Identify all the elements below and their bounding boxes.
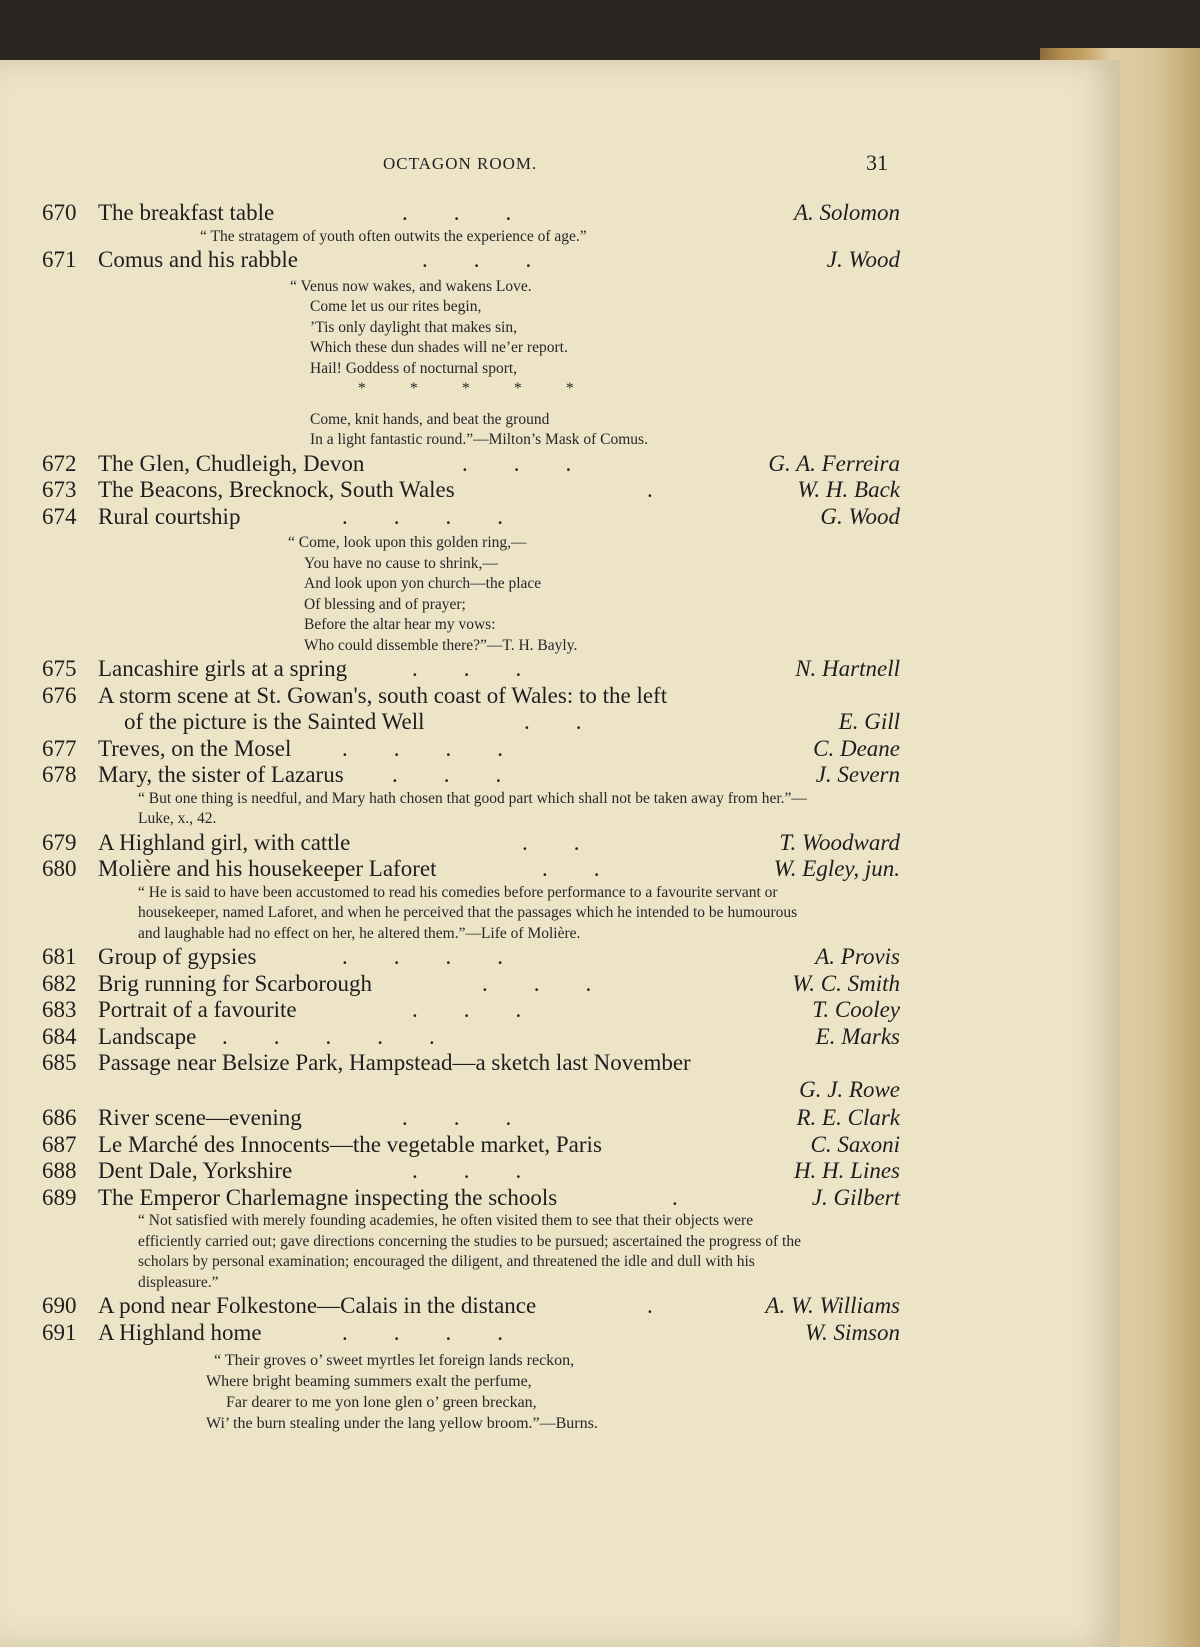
entry-title: Treves, on the Mosel bbox=[98, 735, 292, 761]
entry-number: 674 bbox=[42, 503, 77, 529]
verse-quote bbox=[42, 277, 900, 451]
entry-title: Passage near Belsize Park, Hampstead—a sketch last November bbox=[98, 1050, 691, 1075]
entry-number: 690 bbox=[42, 1293, 77, 1318]
entry-title: Rural courtship bbox=[98, 503, 241, 529]
verse-line: Far dearer to me yon lone glen o’ green breckan, bbox=[226, 1394, 537, 1411]
entry-artist: C. Saxoni bbox=[810, 1131, 900, 1157]
entry-artist: A. Provis bbox=[815, 944, 900, 969]
verse-line: Where bright beaming summers exalt the perfume, bbox=[206, 1373, 532, 1390]
entry-artist: C. Deane bbox=[813, 735, 900, 761]
catalogue-entry bbox=[42, 1293, 900, 1320]
entry-number: 687 bbox=[42, 1131, 77, 1157]
entry-artist: J. Gilbert bbox=[811, 1184, 900, 1210]
entry-leader: . . bbox=[524, 709, 582, 734]
entry-title: Group of gypsies bbox=[98, 944, 257, 969]
entry-leader: . . . . bbox=[342, 735, 503, 761]
entry-artist: W. Egley, jun. bbox=[773, 856, 900, 881]
catalogue-entry bbox=[42, 944, 900, 971]
entry-leader: . . . bbox=[402, 200, 512, 225]
catalogue-entry bbox=[42, 762, 900, 789]
page-title: OCTAGON ROOM. bbox=[383, 154, 538, 173]
verse-line: Who could dissemble there?”—T. H. Bayly. bbox=[304, 636, 578, 654]
entry-title: The Glen, Chudleigh, Devon bbox=[98, 450, 365, 476]
entry-title: Le Marché des Innocents—the vegetable market, Paris bbox=[98, 1131, 602, 1157]
entry-leader: . . . bbox=[392, 762, 502, 787]
entry-number: 678 bbox=[42, 762, 77, 787]
entry-title: Portrait of a favourite bbox=[98, 997, 297, 1022]
entry-number: 672 bbox=[42, 450, 77, 476]
entry-leader: . . . bbox=[412, 656, 522, 681]
entry-number: 688 bbox=[42, 1158, 77, 1183]
entry-artist: R. E. Clark bbox=[796, 1105, 900, 1130]
entry-number: 681 bbox=[42, 944, 77, 969]
entry-number: 675 bbox=[42, 656, 77, 681]
entry-leader: . . . bbox=[412, 997, 522, 1022]
catalogue-entry bbox=[42, 477, 900, 504]
entry-number: 683 bbox=[42, 997, 77, 1022]
catalogue-list bbox=[42, 200, 900, 1434]
entry-title: The Emperor Charlemagne inspecting the schools bbox=[98, 1184, 558, 1210]
verse-line: Which these dun shades will ne’er report. bbox=[310, 339, 568, 356]
entry-title: The breakfast table bbox=[98, 200, 275, 225]
entry-leader: . . bbox=[542, 856, 600, 881]
entry-leader: . . . bbox=[482, 970, 592, 996]
catalogue-entry bbox=[42, 1105, 900, 1132]
entry-title: A pond near Folkestone—Calais in the distance bbox=[98, 1293, 537, 1318]
catalogue-entry bbox=[42, 451, 900, 478]
entry-title: The Beacons, Brecknock, South Wales bbox=[98, 477, 455, 502]
entry-title: Brig running for Scarborough bbox=[98, 970, 373, 996]
entry-leader: . . . bbox=[422, 247, 532, 272]
catalogue-entry bbox=[42, 247, 900, 274]
entry-number: 691 bbox=[42, 1319, 77, 1345]
entry-number: 680 bbox=[42, 856, 77, 881]
catalogue-entry bbox=[42, 736, 900, 763]
entry-number: 679 bbox=[42, 829, 77, 855]
entry-title: Landscape bbox=[98, 1023, 197, 1049]
verse-line: Come, knit hands, and beat the ground bbox=[310, 410, 550, 428]
catalogue-entry bbox=[42, 1158, 900, 1185]
entry-number: 676 bbox=[42, 682, 77, 708]
entry-title: Molière and his housekeeper Laforet bbox=[98, 856, 437, 881]
entry-continuation bbox=[42, 709, 900, 736]
entry-title: River scene—evening bbox=[98, 1105, 302, 1130]
entry-artist: E. Gill bbox=[838, 709, 900, 734]
entry-artist: H. H. Lines bbox=[793, 1158, 900, 1183]
entry-title: Comus and his rabble bbox=[98, 247, 298, 272]
entry-artist: A. W. Williams bbox=[765, 1293, 900, 1318]
entry-artist: E. Marks bbox=[815, 1023, 900, 1049]
entry-number: 682 bbox=[42, 970, 77, 996]
entry-title-continued: of the picture is the Sainted Well bbox=[124, 709, 425, 734]
entry-title: Lancashire girls at a spring bbox=[98, 656, 348, 681]
entry-leader: . bbox=[647, 477, 653, 502]
catalogue-entry bbox=[42, 1050, 900, 1077]
catalogue-entry bbox=[42, 971, 900, 998]
catalogue-entry bbox=[42, 1320, 900, 1347]
entry-artist: T. Cooley bbox=[812, 997, 900, 1022]
entry-number: 689 bbox=[42, 1184, 77, 1210]
catalogue-entry bbox=[42, 830, 900, 857]
verse-line: Before the altar hear my vows: bbox=[304, 616, 496, 633]
verse-line: ’Tis only daylight that makes sin, bbox=[310, 318, 517, 336]
entry-artist: W. Simson bbox=[805, 1319, 900, 1345]
verse-line: And look upon yon church—the place bbox=[304, 575, 542, 592]
entry-quote: “ Not satisfied with merely founding academies, he often visited them to see that their objects were efficiently carried out; gave directions concerning the studies to be pursued; ascertained the progress of the scholars by personal examination; encouraged the diligent, and threatened the idle and dull with his displeasure.” bbox=[138, 1212, 801, 1291]
catalogue-entry bbox=[42, 856, 900, 883]
entry-number: 670 bbox=[42, 200, 77, 225]
entry-number: 677 bbox=[42, 735, 77, 761]
entry-leader: . . . . bbox=[342, 944, 503, 969]
verse-line: “ Come, look upon this golden ring,— bbox=[288, 534, 527, 551]
catalogue-entry bbox=[42, 683, 900, 710]
catalogue-entry bbox=[42, 656, 900, 683]
verse-line: Come let us our rites begin, bbox=[310, 298, 482, 315]
entry-quote: “ The stratagem of youth often outwits the experience of age.” bbox=[200, 227, 587, 245]
verse-line: In a light fantastic round.”—Milton’s Mask of Comus. bbox=[310, 431, 648, 448]
verse-line: “ Venus now wakes, and wakens Love. bbox=[290, 277, 532, 295]
entry-artist: W. H. Back bbox=[797, 477, 900, 502]
entry-artist: G. A. Ferreira bbox=[768, 450, 900, 476]
entry-leader: . . bbox=[522, 829, 580, 855]
page-header bbox=[0, 150, 1120, 180]
entry-title: A Highland home bbox=[98, 1319, 262, 1345]
verse-line: Hail! Goddess of nocturnal sport, bbox=[310, 359, 518, 377]
entry-title: Dent Dale, Yorkshire bbox=[98, 1158, 293, 1183]
entry-title: A storm scene at St. Gowan's, south coast of Wales: to the left bbox=[98, 682, 668, 708]
entry-leader: . bbox=[672, 1184, 678, 1210]
entry-quote: “ But one thing is needful, and Mary hath chosen that good part which shall not be taken away from her.”—Luke, x., 42. bbox=[138, 789, 807, 827]
entry-leader: . . . bbox=[412, 1158, 522, 1183]
entry-leader: . . . . . bbox=[222, 1023, 435, 1049]
entry-number: 686 bbox=[42, 1105, 77, 1130]
entry-leader: . . . . bbox=[342, 503, 503, 529]
page-number: 31 bbox=[866, 150, 888, 175]
entry-quote: “ He is said to have been accustomed to read his comedies before performance to a favourite servant or housekeeper, named Laforet, and when he perceived that the passages which he intended to be humourous and laughable had no effect on her, he altered them.”—Life of Molière. bbox=[138, 883, 798, 942]
entry-artist: N. Hartnell bbox=[795, 656, 900, 681]
catalogue-entry bbox=[42, 997, 900, 1024]
verse-line: You have no cause to shrink,— bbox=[304, 554, 498, 572]
verse-line: Wi’ the burn stealing under the lang yellow broom.”—Burns. bbox=[206, 1415, 598, 1432]
entry-artist: G. Wood bbox=[820, 503, 900, 529]
entry-leader: . . . . bbox=[342, 1319, 503, 1345]
catalogue-entry bbox=[42, 1024, 900, 1051]
verse-quote bbox=[42, 533, 900, 656]
catalogue-entry bbox=[42, 1132, 900, 1159]
verse-line: Of blessing and of prayer; bbox=[304, 595, 466, 613]
entry-leader: . . . bbox=[402, 1105, 512, 1130]
catalogue-entry bbox=[42, 1185, 900, 1212]
entry-artist: A. Solomon bbox=[793, 200, 900, 225]
entry-leader: . . . bbox=[462, 450, 572, 476]
entry-number: 671 bbox=[42, 247, 77, 272]
verse-quote bbox=[42, 1350, 900, 1434]
catalogue-entry bbox=[42, 200, 900, 227]
entry-artist: G. J. Rowe bbox=[799, 1076, 900, 1102]
verse-line: “ Their groves o’ sweet myrtles let foreign lands reckon, bbox=[214, 1352, 575, 1369]
entry-number: 684 bbox=[42, 1023, 77, 1049]
entry-number: 685 bbox=[42, 1050, 77, 1075]
entry-artist: T. Woodward bbox=[779, 829, 900, 855]
catalogue-entry bbox=[42, 504, 900, 531]
entry-leader: . bbox=[647, 1293, 653, 1318]
entry-artist: W. C. Smith bbox=[792, 970, 900, 996]
entry-number: 673 bbox=[42, 477, 77, 502]
entry-artist: J. Wood bbox=[826, 247, 900, 272]
entry-title: A Highland girl, with cattle bbox=[98, 829, 351, 855]
entry-title: Mary, the sister of Lazarus bbox=[98, 762, 344, 787]
verse-line: * * * * * bbox=[358, 380, 577, 397]
entry-artist: J. Severn bbox=[815, 762, 900, 787]
